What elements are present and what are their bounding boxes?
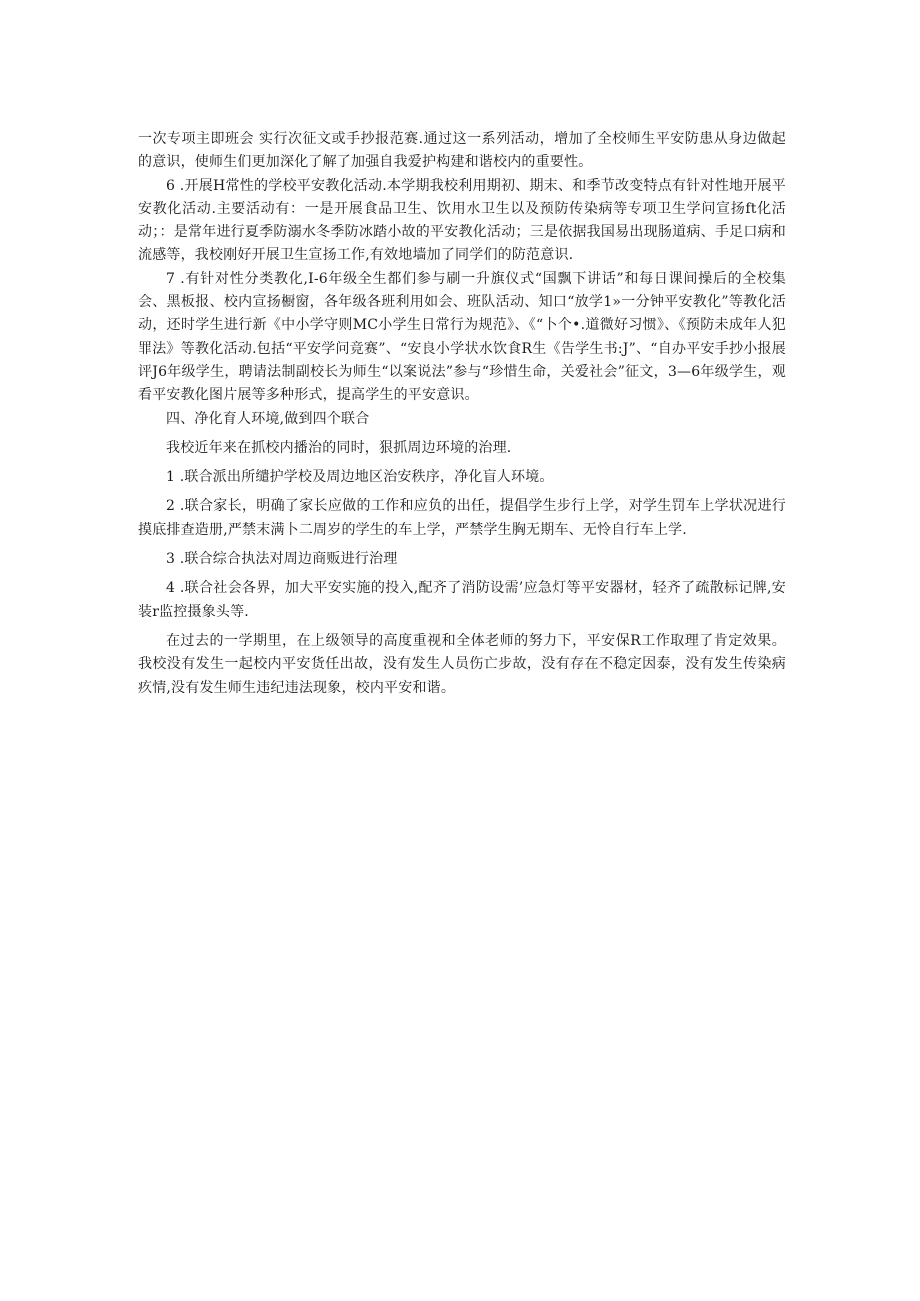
document-body	[138, 128, 786, 700]
paragraph-intro: 我校近年来在抓校内播治的同时，狠抓周边环境的治理.	[166, 439, 512, 456]
paragraph-continuation: 一次专项主即班会 实行次征文或手抄报范赛.通过这一系列活动，增加了全校师生平安防患从身边做起的意识，使师生们更加深化了解了加强自我爱护构建和谐校内的重要性。	[138, 131, 786, 171]
paragraph-item-1: 1 .联合派出所缱护学校及周边地区治安秩序，净化盲人环境。	[166, 469, 554, 486]
paragraph-item-6: 6 .开展H常性的学校平安教化活动.本学期我校利用期初、期末、和季节改变特点有针对性地开展平安教化活动.主要活动有：一是开展食品卫生、饮用水卫生以及预防传染病等专项卫生学问宣扬ft化活动；：是常年进行夏季防溺水冬季防冰踏小故的平安教化活动；三是依据我国易出现肠道病、手足口病和流感等，我校刚好开展卫生宣扬工作,有效地墙加了同学们的防范意识.	[138, 177, 786, 264]
paragraph-item-4: 4 .联合社会各界，加大平安实施的投入,配齐了消防设需’应急灯等平安器材，轻齐了疏散标记牌,安装r监控摄象头等.	[138, 580, 786, 620]
paragraph-item-7: 7 .有针对性分类教化,I-6年级全生都们参与刷一升旗仪式“国飘下讲话”和每日课间操后的全校集会、黑板报、校内宣扬橱窗，各年级各班利用如会、班队活动、知口“放学1»一分钟平安教化”等教化活动，还时学生进行新《中小学守则MC小学生日常行为规范》、《“卜个•.道微好习惯》、《预防未成年人犯罪法》等教化活动.包括“平安学问竞赛”、“安良小学状水饮食R生《告学生书:J”、“自办平安手抄小报展评J6年级学生，聘请法制副校长为师生“以案说法”参与“珍惜生命，关爱社会”征文，3—6年级学生，观看平安教化图片展等多种形式，提高学生的平安意识。	[138, 270, 786, 404]
section-heading-4: 四、净化育人环境,做到四个联合	[166, 410, 370, 427]
paragraph-item-2: 2 .联合家长，明确了家长应做的工作和应负的出任，提倡学生步行上学，对学生罚车上学状况进行摸底排查造册,严禁末满卜二周岁的学生的车上学，严禁学生胸无期车、无怜自行车上学.	[138, 498, 786, 538]
paragraph-summary: 在过去的一学期里，在上级领导的高度重视和全体老师的努力下，平安保R工作取理了肯定效果。我校没有发生一起校内平安货任出故，没有发生人员伤亡步故，没有存在不稳定因泰，没有发生传染病疚情,没有发生师生违纪违法现象，校内平安和谐。	[138, 632, 786, 696]
paragraph-item-3: 3 .联合综合执法对周边商贩进行治理	[166, 551, 398, 568]
